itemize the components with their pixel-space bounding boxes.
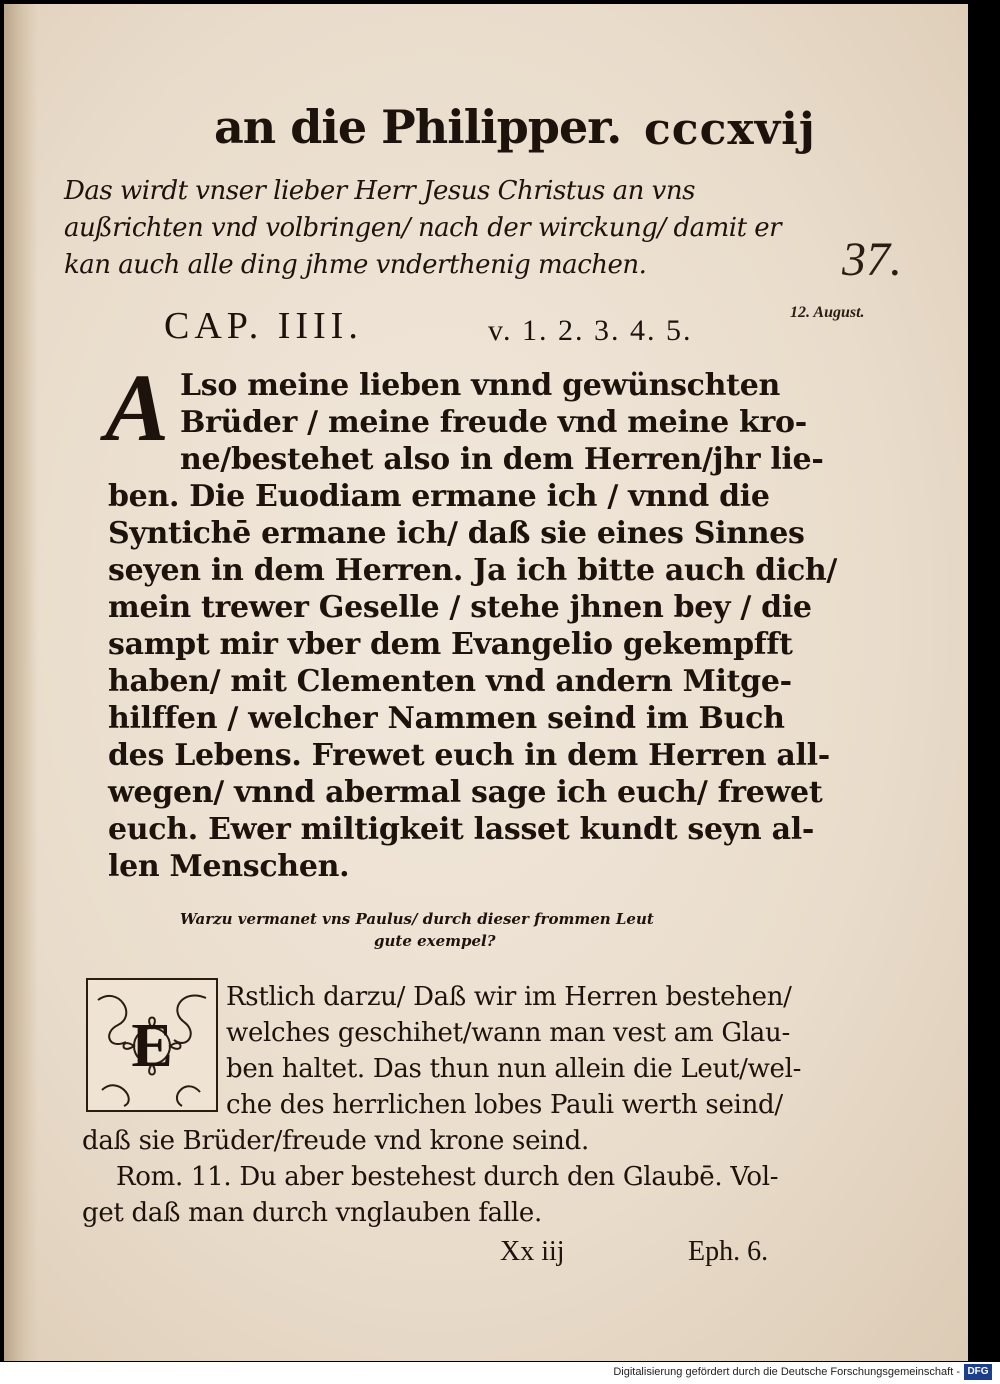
- answer-line: che des herrlichen lobes Pauli werth seind/: [226, 1090, 783, 1120]
- passage-line: len Menschen.: [108, 849, 350, 884]
- passage-line: euch. Ewer miltigkeit lasset kundt seyn al-: [108, 812, 814, 847]
- running-header: an die Philipper.: [214, 100, 622, 154]
- verse-references: v. 1. 2. 3. 4. 5.: [488, 314, 693, 347]
- passage-line: des Lebens. Frewet euch in dem Herren all-: [108, 738, 830, 773]
- handwritten-page-number: 37.: [842, 233, 902, 286]
- drop-cap-a: A: [104, 354, 170, 461]
- passage-line: Syntichē ermane ich/ daß sie eines Sinnes: [108, 516, 805, 551]
- question-line: gute exempel?: [374, 932, 496, 950]
- chapter-heading: CAP. IIII.: [164, 305, 363, 347]
- digitization-footer: [0, 1362, 1000, 1384]
- answer-line: welches geschihet/wann man vest am Glau-: [226, 1018, 790, 1048]
- drop-cap-e-letter: E: [131, 1012, 173, 1080]
- passage-line: hilffen / welcher Nammen seind im Buch: [108, 701, 785, 736]
- question-line: Warzu vermanet vns Paulus/ durch dieser frommen Leut: [180, 910, 654, 928]
- passage-line: wegen/ vnnd abermal sage ich euch/ frewet: [108, 775, 823, 810]
- passage-line: Brüder / meine freude vnd meine kro-: [180, 405, 807, 440]
- passage-line: Lso meine lieben vnnd gewünschten: [180, 368, 781, 403]
- footer-credit: Digitalisierung gefördert durch die Deutsche Forschungsgemeinschaft -: [613, 1366, 960, 1378]
- passage-line: sampt mir vber dem Evangelio gekempfft: [108, 627, 793, 662]
- answer-line: daß sie Brüder/freude vnd krone seind.: [82, 1126, 589, 1156]
- passage-line: haben/ mit Clementen vnd andern Mitge-: [108, 664, 792, 699]
- ornamental-drop-cap-e: [86, 978, 218, 1112]
- handwritten-date-note: 12. August.: [790, 304, 865, 321]
- intro-line: außrichten vnd volbringen/ nach der wirckung/ damit er: [64, 213, 782, 243]
- passage-line: ne/bestehet also in dem Herren/jhr lie-: [180, 442, 824, 477]
- intro-line: Das wirdt vnser lieber Herr Jesus Christus an vns: [64, 176, 695, 206]
- answer-line: Rstlich darzu/ Daß wir im Herren bestehen/: [226, 982, 792, 1012]
- page-gutter-shadow: [4, 4, 38, 1361]
- intro-line: kan auch alle ding jhme vnderthenig machen.: [64, 250, 647, 280]
- passage-line: mein trewer Geselle / stehe jhnen bey / die: [108, 590, 812, 625]
- answer-line: Rom. 11. Du aber bestehest durch den Glaubē. Vol-: [116, 1162, 779, 1192]
- dfg-logo: DFG: [964, 1364, 992, 1380]
- answer-line: ben haltet. Das thun nun allein die Leut/wel-: [226, 1054, 802, 1084]
- folio-number: cccxvij: [644, 104, 816, 155]
- catchword: Eph. 6.: [688, 1236, 769, 1267]
- passage-line: seyen in dem Herren. Ja ich bitte auch dich/: [108, 553, 838, 588]
- answer-line: get daß man durch vnglauben falle.: [82, 1198, 542, 1228]
- book-page: [4, 4, 968, 1361]
- signature-mark: Xx iij: [500, 1236, 565, 1267]
- floral-ornament-icon: [88, 980, 216, 1110]
- passage-line: ben. Die Euodiam ermane ich / vnnd die: [108, 479, 770, 514]
